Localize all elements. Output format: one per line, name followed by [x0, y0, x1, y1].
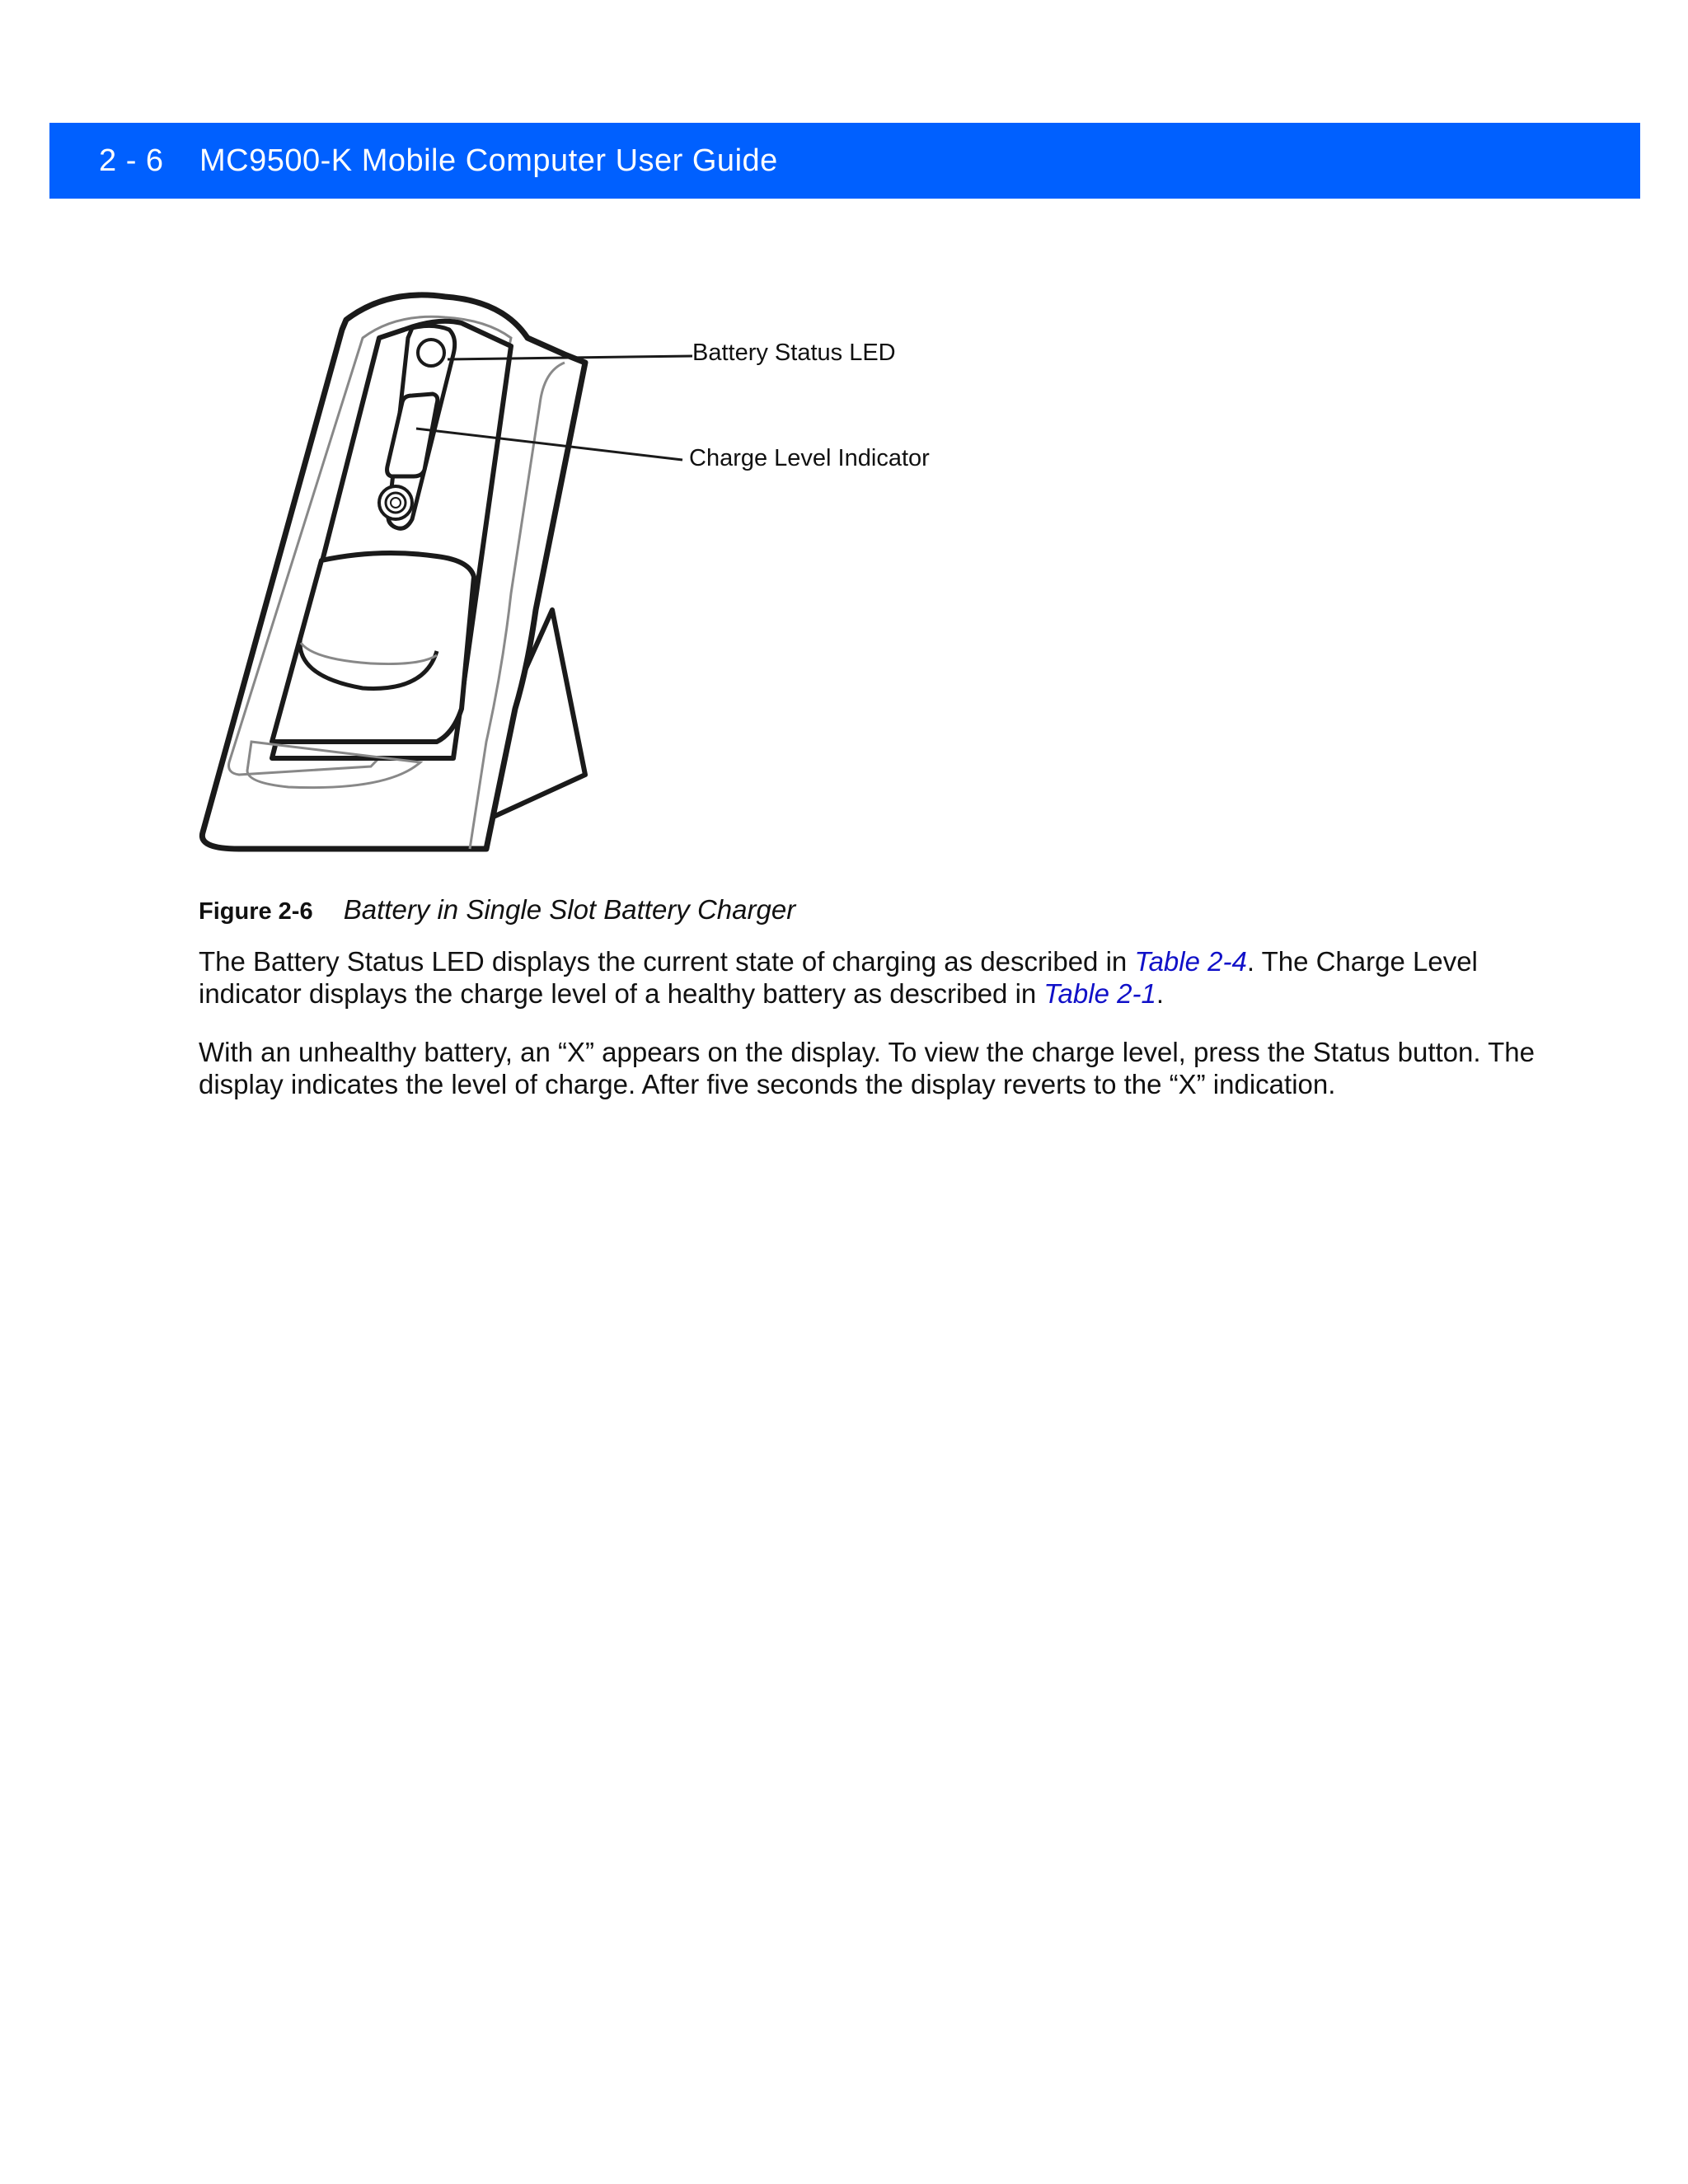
- callout-battery-status-led: Battery Status LED: [692, 340, 896, 366]
- figure-title: Battery in Single Slot Battery Charger: [343, 894, 796, 925]
- figure-caption: [199, 894, 795, 926]
- link-table-2-1[interactable]: Table 2-1: [1043, 978, 1156, 1009]
- page-number: 2 - 6: [99, 143, 164, 178]
- callout-charge-level-indicator: Charge Level Indicator: [689, 445, 930, 471]
- document-title: MC9500-K Mobile Computer User Guide: [199, 143, 778, 178]
- para1-text-c: .: [1156, 978, 1164, 1009]
- para1-text-b: . The Charge Level indicator displays the charge level of a healthy battery as described in: [199, 946, 1478, 1009]
- paragraph-led-description: [199, 945, 1583, 1010]
- charger-figure: [190, 280, 981, 882]
- figure-number: Figure 2-6: [199, 898, 313, 925]
- paragraph-unhealthy-battery: With an unhealthy battery, an “X” appears on the display. To view the charge level, press the Status button. The display indicates the level of charge. After five seconds the display reverts to the “X” indication.: [199, 1037, 1535, 1099]
- battery-charger-illustration: [190, 280, 981, 882]
- battery-status-led: [418, 340, 444, 366]
- para1-text-a: The Battery Status LED displays the current state of charging as described in: [199, 946, 1135, 977]
- link-table-2-4[interactable]: Table 2-4: [1134, 946, 1247, 977]
- page-header: [49, 123, 1640, 199]
